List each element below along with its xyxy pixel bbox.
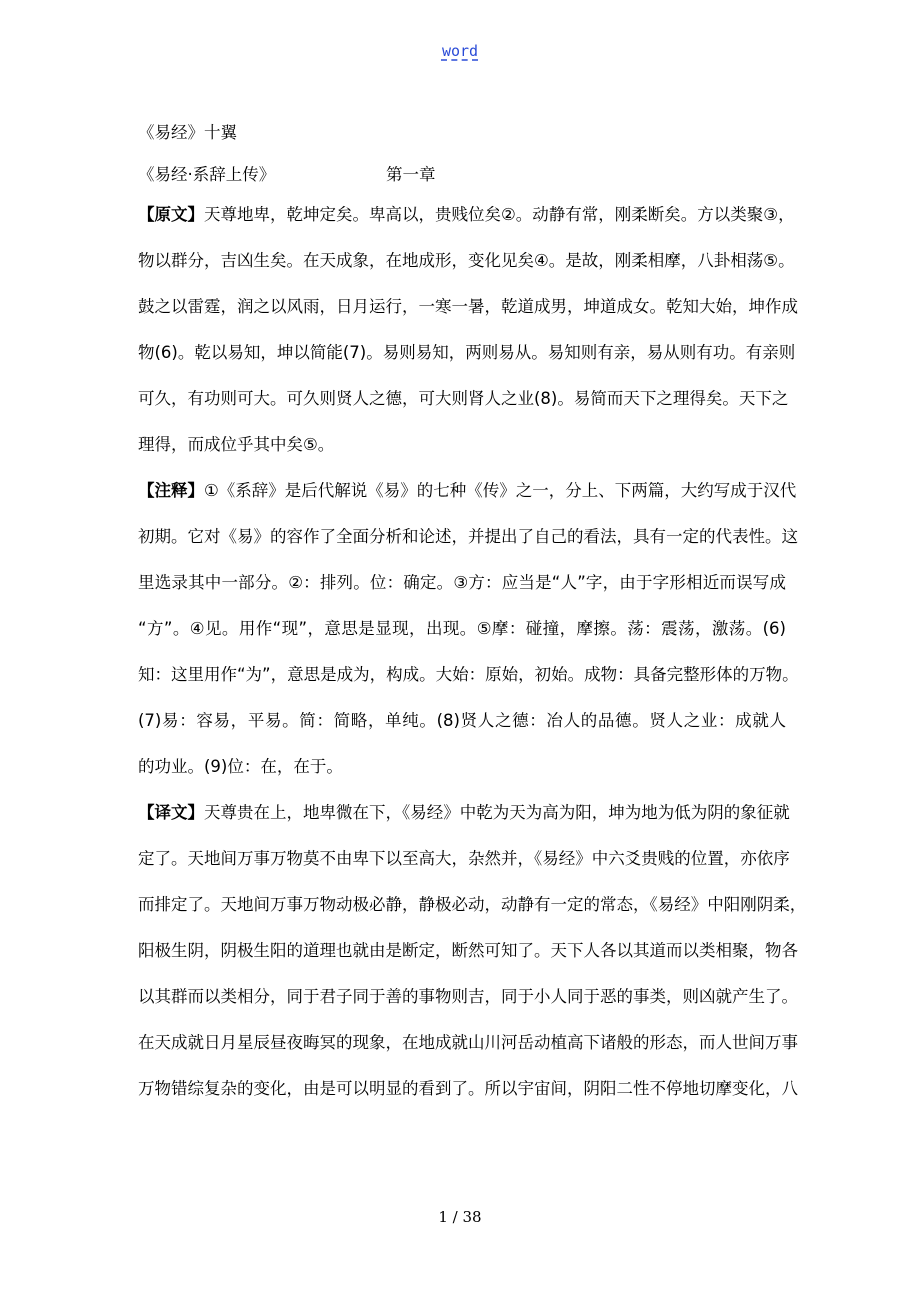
paragraph-line: 物以群分，吉凶生矣。在天成象，在地成形，变化见矣④。是故，刚柔相摩，八卦相荡⑤。 — [138, 251, 795, 270]
original-label: 【原文】 — [138, 205, 204, 224]
chapter-source: 《易经·系辞上传》 — [138, 165, 276, 184]
paragraph-line: 而排定了。天地间万事万物动极必静，静极必动，动静有一定的常态，《易经》中阳刚阴柔， — [138, 895, 807, 914]
translation-label: 【译文】 — [138, 803, 204, 822]
document-title: 《易经》十翼 — [138, 123, 237, 142]
header-word-link[interactable] — [0, 40, 920, 62]
word-link-text[interactable]: word — [441, 42, 479, 60]
paragraph-line: 【原文】天尊地卑，乾坤定矣。卑高以，贵贱位矣②。动静有常，刚柔断矣。方以类聚③， — [138, 205, 795, 224]
paragraph-line: 鼓之以雷霆，润之以风雨，日月运行，一寒一暑，乾道成男，坤道成女。乾知大始，坤作成 — [138, 297, 798, 316]
paragraph-line: 里选录其中一部分。②：排列。位：确定。③方：应当是“人”字，由于字形相近而误写成 — [138, 573, 786, 592]
paragraph-line: 以其群而以类相分，同于君子同于善的事物则吉，同于小人同于恶的事类，则凶就产生了。 — [138, 987, 798, 1006]
chapter-number: 第一章 — [386, 165, 436, 184]
paragraph-line: 在天成就日月星辰昼夜晦冥的现象，在地成就山川河岳动植高下诸般的形态，而人世间万事 — [138, 1033, 798, 1052]
notes-label: 【注释】 — [138, 481, 204, 500]
document-body — [138, 122, 807, 1124]
page-indicator: 1 / 38 — [438, 1208, 482, 1226]
paragraph-line: 定了。天地间万事万物莫不由卑下以至高大，杂然并，《易经》中六爻贵贱的位置，亦依序 — [138, 849, 790, 868]
paragraph-line: 的功业。(9)位：在，在于。 — [138, 757, 343, 776]
paragraph-line: (7)易：容易，平易。简：简略，单纯。(8)贤人之德：冶人的品德。贤人之业：成就人 — [138, 711, 786, 730]
paragraph-line: 【注释】①《系辞》是后代解说《易》的七种《传》之一，分上、下两篇，大约写成于汉代 — [138, 481, 797, 500]
paragraph-line: 物(6)。乾以易知，坤以简能(7)。易则易知，两则易从。易知则有亲，易从则有功。有亲则 — [138, 343, 796, 362]
translation-section — [138, 802, 807, 1100]
notes-section — [138, 480, 799, 778]
paragraph-line: 【译文】天尊贵在上，地卑微在下，《易经》中乾为天为高为阳，坤为地为低为阴的象征就 — [138, 803, 790, 822]
paragraph-line: 万物错综复杂的变化，由是可以明显的看到了。所以宇宙间，阴阳二性不停地切摩变化，八 — [138, 1079, 798, 1098]
chapter-heading — [138, 164, 786, 186]
paragraph-line: 理得，而成位乎其中矣⑤。 — [138, 435, 335, 454]
paragraph-line: 可久，有功则可大。可久则贤人之德，可大则肾人之业(8)。易简而天下之理得矣。天下之 — [138, 389, 789, 408]
paragraph-line: “方”。④见。用作“现”，意思是显现，出现。⑤摩：碰撞，摩擦。荡：震荡，激荡。(6) — [138, 619, 786, 638]
original-text-section — [138, 204, 798, 456]
paragraph-line: 知：这里用作“为”，意思是成为，构成。大始：原始，初始。成物：具备完整形体的万物。 — [138, 665, 799, 684]
paragraph-line: 初期。它对《易》的容作了全面分析和论述，并提出了自己的看法，具有一定的代表性。这 — [138, 527, 798, 546]
paragraph-line: 阳极生阴，阴极生阳的道理也就由是断定，断然可知了。天下人各以其道而以类相聚，物各 — [138, 941, 798, 960]
